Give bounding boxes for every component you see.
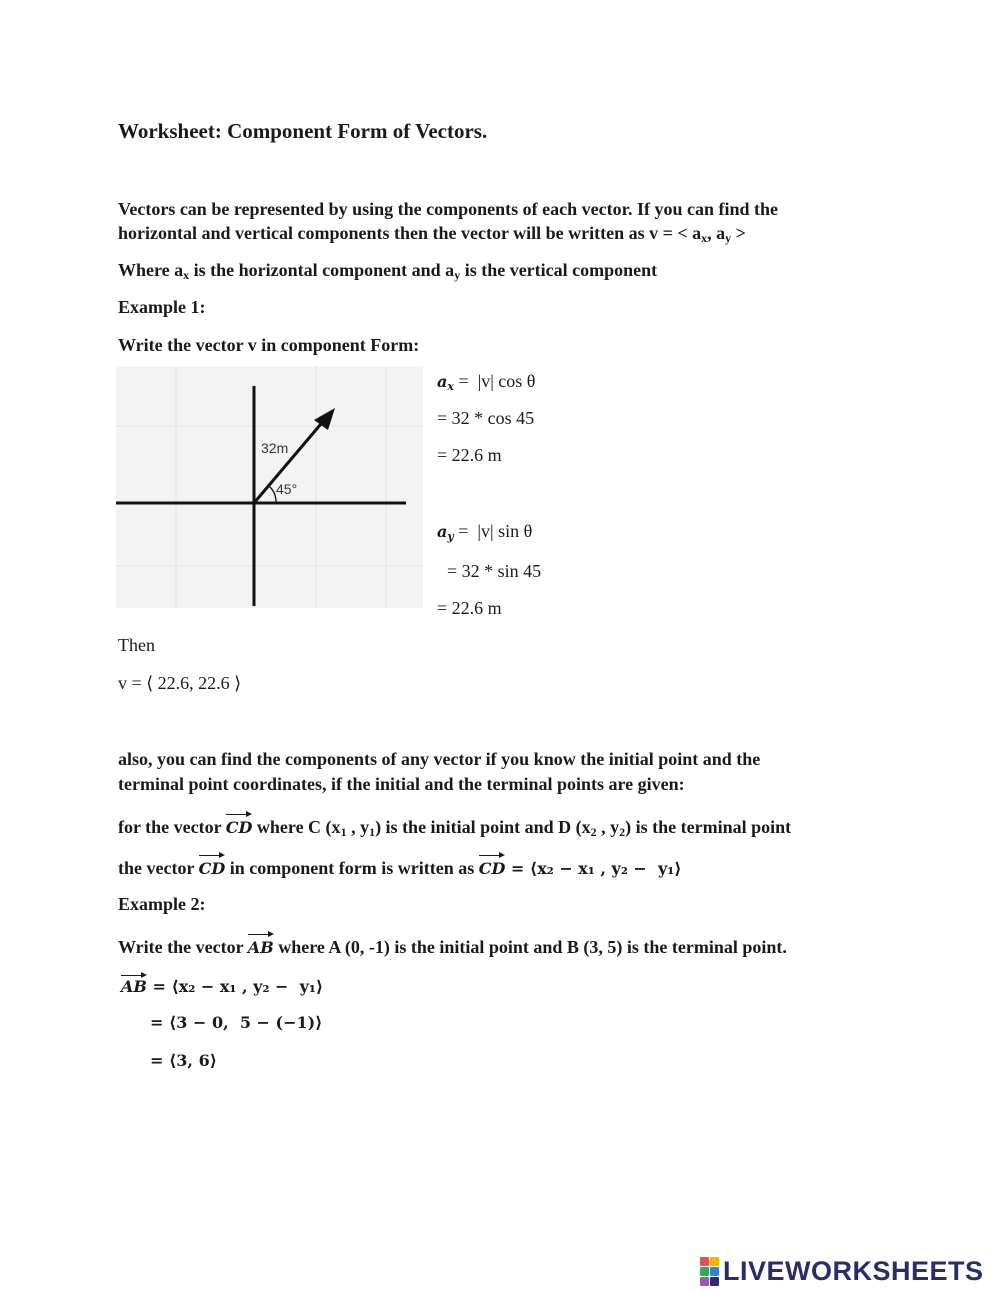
- example-2-work-line-1: AB = ⟨x₂ − x₁ , y₂ − y₁⟩: [121, 973, 323, 997]
- vector-ab: AB: [248, 932, 274, 960]
- ay-step-2: = 22.6 m: [437, 598, 502, 618]
- example-2-work-line-2: = ⟨3 − 0, 5 − (−1)⟩: [150, 1013, 323, 1032]
- vector-cd: CD: [199, 853, 226, 881]
- part2-line-1: also, you can find the components of any vector if you know the initial point and the: [118, 749, 761, 769]
- ay-step-1: = 32 * sin 45: [447, 561, 542, 581]
- example-2-work-line-3: = ⟨3, 6⟩: [150, 1051, 218, 1070]
- vector-cd: CD: [479, 853, 506, 881]
- liveworksheets-logo: [700, 1256, 984, 1287]
- angle-label: 45°: [276, 481, 298, 497]
- example-1-instruction: Write the vector v in component Form:: [118, 335, 420, 355]
- where-line: Where $a_x$ is the horizontal component and $a_y$ is the vertical component: [118, 260, 658, 282]
- intro-line-1: Vectors can be represented by using the components of each vector. If you can find the: [118, 199, 778, 219]
- ax-step-1: = 32 * cos 45: [437, 408, 535, 428]
- example-2-heading: Example 2:: [118, 894, 206, 914]
- ax-step-2: = 22.6 m: [437, 445, 502, 465]
- then-label: Then: [118, 635, 155, 655]
- vector-cd: CD: [226, 812, 253, 840]
- ax-formula: ax = |v| cos θ: [437, 371, 536, 393]
- vector-diagram: [116, 366, 423, 608]
- for-vector-line: for the vector CD where C ($x_1$ , $y_1$) is the initial point and D ($x_2$ , $y_2$) is the terminal point: [118, 812, 791, 844]
- example-2-instruction: Write the vector AB where A (0, -1) is the initial point and B (3, 5) is the terminal point.: [118, 932, 787, 960]
- logo-text: LIVEWORKSHEETS: [723, 1256, 984, 1286]
- example-1-heading: Example 1:: [118, 297, 206, 317]
- logo-mark-icon: [700, 1257, 719, 1286]
- vector-ab: AB: [121, 973, 147, 996]
- intro-line-2: horizontal and vertical components then the vector will be written as v = < $a_x$, $a_y$ >: [118, 223, 746, 245]
- part2-line-2: terminal point coordinates, if the initial and the terminal points are given:: [118, 774, 685, 794]
- component-form-line: the vector CD in component form is written as CD = ⟨x₂ − x₁ , y₂ − y₁⟩: [118, 853, 682, 881]
- magnitude-label: 32m: [261, 440, 289, 456]
- ay-formula: ay = |v| sin θ: [437, 521, 533, 543]
- page-title: Worksheet: Component Form of Vectors.: [118, 119, 488, 143]
- example-1-result: v = ⟨ 22.6, 22.6 ⟩: [118, 673, 242, 693]
